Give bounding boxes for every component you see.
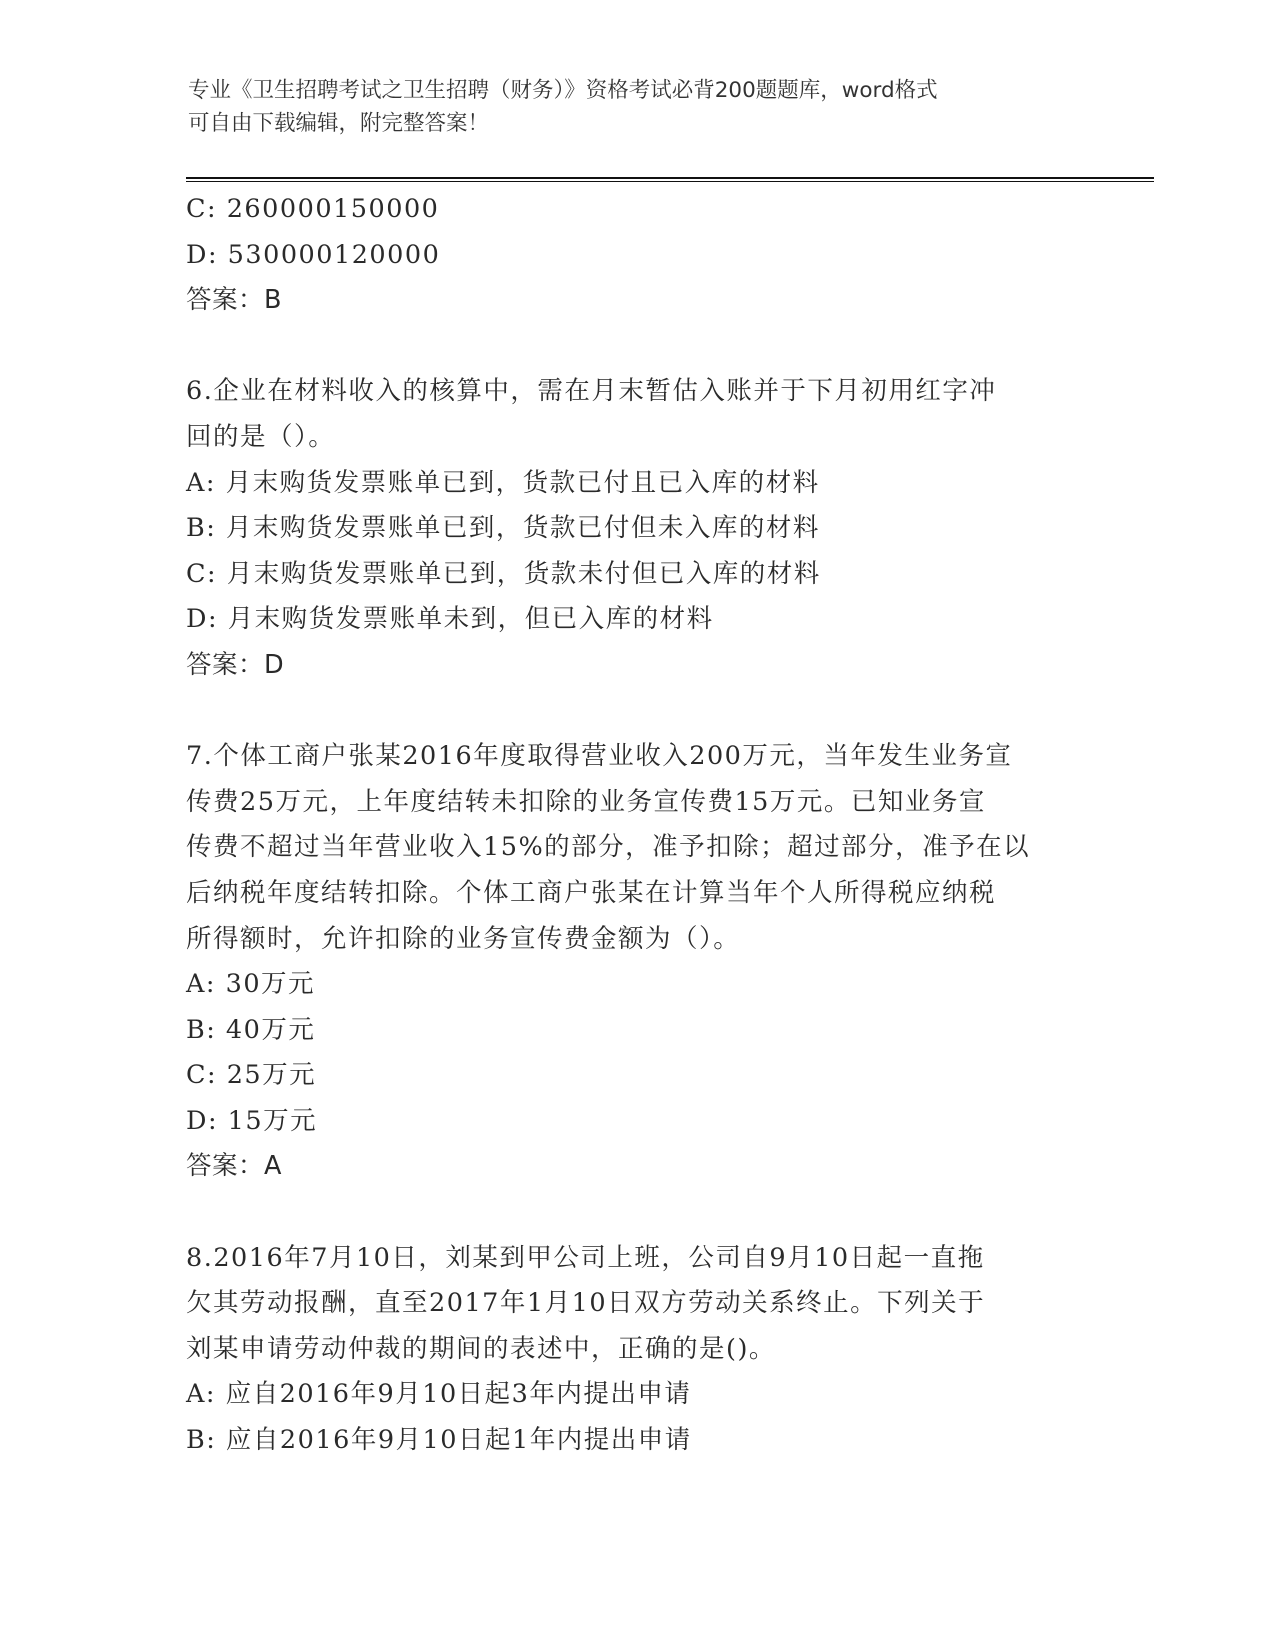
- document-header: [188, 74, 1068, 140]
- q7-answer: 答案：A: [186, 1151, 282, 1182]
- q7-stem-line-1: 7.个体工商户张某2016年度取得营业收入200万元，当年发生业务宣: [186, 741, 1013, 772]
- q8-stem-line-1: 8.2016年7月10日，刘某到甲公司上班，公司自9月10日起一直拖: [186, 1242, 985, 1273]
- question-8: [186, 1236, 1086, 1464]
- q6-stem-line-2: 回的是（）。: [186, 421, 336, 452]
- spacer: [186, 324, 1086, 370]
- q8-stem-line-3: 刘某申请劳动仲裁的期间的表述中，正确的是()。: [186, 1333, 776, 1364]
- spacer: [186, 689, 1086, 735]
- header-rule-thin: [186, 181, 1154, 182]
- q8-stem-line-2: 欠其劳动报酬，直至2017年1月10日双方劳动关系终止。下列关于: [186, 1288, 986, 1319]
- q7-option-c: C: 25万元: [186, 1060, 317, 1091]
- q6-option-c: C: 月末购货发票账单已到，货款未付但已入库的材料: [186, 558, 821, 589]
- q6-stem-line-1: 6.企业在材料收入的核算中，需在月末暂估入账并于下月初用红字冲: [186, 376, 997, 407]
- q5-option-c: C: 260000150000: [186, 194, 440, 224]
- q5-option-d: D: 530000120000: [186, 239, 441, 270]
- question-6: [186, 369, 1086, 688]
- q5-answer: 答案：B: [186, 285, 282, 316]
- q6-option-d: D: 月末购货发票账单未到，但已入库的材料: [186, 604, 714, 635]
- q7-option-a: A: 30万元: [186, 969, 316, 1000]
- q8-option-b: B: 应自2016年9月10日起1年内提出申请: [186, 1425, 692, 1456]
- q8-option-a: A: 应自2016年9月10日起3年内提出申请: [186, 1379, 692, 1410]
- q7-option-d: D: 15万元: [186, 1105, 318, 1136]
- q7-option-b: B: 40万元: [186, 1014, 316, 1045]
- header-title-line-2: 可自由下载编辑，附完整答案！: [188, 111, 490, 136]
- q7-stem-line-2: 传费25万元，上年度结转未扣除的业务宣传费15万元。已知业务宣: [186, 786, 986, 817]
- q7-stem-line-4: 后纳税年度结转扣除。个体工商户张某在计算当年个人所得税应纳税: [186, 877, 997, 908]
- q6-option-a: A: 月末购货发票账单已到，货款已付且已入库的材料: [186, 467, 820, 498]
- header-title-line-1: 专业《卫生招聘考试之卫生招聘（财务）》资格考试必背200题题库，word格式: [188, 78, 938, 103]
- header-rule-thick: [186, 177, 1154, 179]
- q6-option-b: B: 月末购货发票账单已到，货款已付但未入库的材料: [186, 513, 820, 544]
- document-body: [186, 187, 1086, 1464]
- question-7: [186, 734, 1086, 1190]
- spacer: [186, 1190, 1086, 1236]
- q7-stem-line-3: 传费不超过当年营业收入15%的部分，准予扣除；超过部分，准予在以: [186, 832, 1031, 863]
- q6-answer: 答案：D: [186, 649, 285, 680]
- q7-stem-line-5: 所得额时，允许扣除的业务宣传费金额为（）。: [186, 923, 741, 954]
- question-5-tail: [186, 187, 1086, 324]
